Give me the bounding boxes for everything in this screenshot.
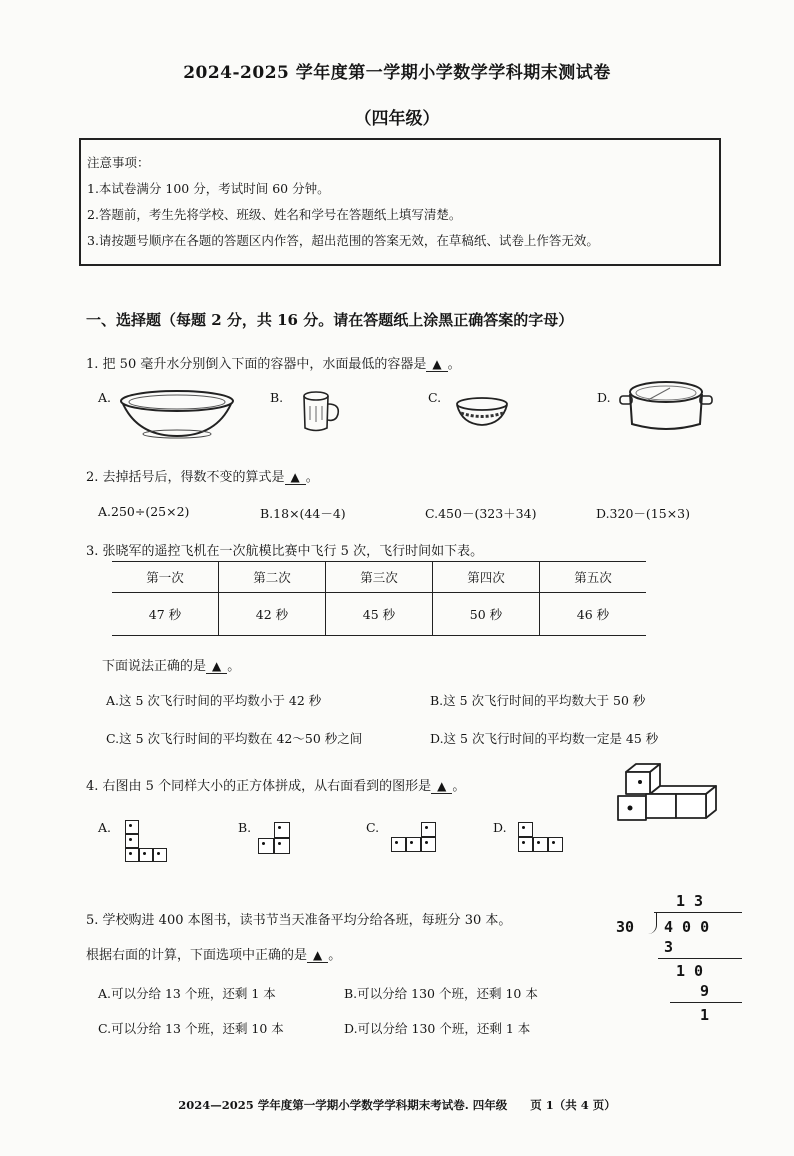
division-remainder: 1 (700, 1006, 710, 1024)
division-divisor: 30 (616, 918, 635, 936)
division-step: 9 (700, 982, 710, 1000)
table-header-cell: 第一次 (112, 562, 219, 593)
option-c: C.可以分给 13 个班，还剩 10 本 (98, 1021, 284, 1036)
option-b: B.18×(44－4) (260, 506, 346, 521)
section-title: 一、选择题（每题 2 分，共 16 分。请在答题纸上涂黑正确答案的字母） (86, 311, 574, 329)
option-a-label: A. (98, 390, 112, 405)
view-option-d-figure (518, 822, 564, 858)
option-b: B.可以分给 130 个班，还剩 10 本 (344, 986, 538, 1001)
answer-blank: ▲ (206, 659, 227, 674)
option-b: B.这 5 次飞行时间的平均数大于 50 秒 (430, 693, 646, 708)
option-b-label: B. (238, 820, 252, 835)
question-1-text: 1. 把 50 毫升水分别倒入下面的容器中，水面最低的容器是 (86, 357, 427, 372)
long-division (614, 892, 744, 1032)
table-cell: 47 秒 (112, 593, 219, 636)
option-a: A.可以分给 13 个班，还剩 1 本 (98, 986, 276, 1001)
table-cell: 42 秒 (219, 593, 326, 636)
flight-time-table (112, 561, 646, 636)
table-cell: 46 秒 (540, 593, 647, 636)
cube-stack-figure (606, 760, 722, 836)
division-quotient: 1 3 (676, 892, 704, 910)
question-5-prompt: 根据右面的计算，下面选项中正确的是 ▲ 。 (86, 948, 342, 963)
option-d-label: D. (493, 820, 507, 835)
option-c-label: C. (428, 390, 442, 405)
table-row (112, 593, 646, 636)
view-option-c-figure (391, 822, 437, 858)
table-header-cell: 第三次 (326, 562, 433, 593)
mug-icon (298, 390, 346, 436)
option-c: C.这 5 次飞行时间的平均数在 42～50 秒之间 (106, 731, 363, 746)
basin-icon (118, 388, 236, 444)
question-2: 2. 去掉括号后，得数不变的算式是 ▲ 。 (86, 470, 319, 485)
notice-heading: 注意事项： (87, 155, 150, 170)
question-5-text: 5. 学校购进 400 本图书，读书节当天准备平均分给各班，每班分 30 本。 (86, 913, 512, 928)
option-c-label: C. (366, 820, 380, 835)
exam-title: 2024-2025 学年度第一学期小学数学学科期末测试卷 (183, 63, 611, 83)
view-option-b-figure (258, 822, 304, 858)
table-cell: 50 秒 (433, 593, 540, 636)
option-c: C.450－(323＋34) (425, 506, 537, 521)
bowl-icon (454, 396, 510, 430)
table-header-cell: 第二次 (219, 562, 326, 593)
grade-label: （四年级） (354, 109, 440, 129)
table-header-cell: 第四次 (433, 562, 540, 593)
answer-blank: ▲ (307, 948, 328, 963)
option-d-label: D. (597, 390, 611, 405)
view-option-a-figure (125, 820, 165, 864)
notice-item: 1.本试卷满分 100 分，考试时间 60 分钟。 (87, 181, 330, 196)
notice-box (79, 138, 721, 266)
question-1: 1. 把 50 毫升水分别倒入下面的容器中，水面最低的容器是 ▲ 。 (86, 357, 461, 372)
option-b-label: B. (270, 390, 284, 405)
page-footer: 2024—2025 学年度第一学期小学数学学科期末考试卷. 四年级 页 1（共 4 页） (178, 1098, 616, 1112)
option-a-label: A. (98, 820, 112, 835)
division-step: 3 (664, 938, 674, 956)
option-d: D.320－(15×3) (596, 506, 690, 521)
option-d: D.这 5 次飞行时间的平均数一定是 45 秒 (430, 731, 659, 746)
question-4-text: 4. 右图由 5 个同样大小的正方体拼成，从右面看到的图形是 (86, 779, 432, 794)
answer-blank: ▲ (426, 357, 447, 372)
option-a: A.这 5 次飞行时间的平均数小于 42 秒 (106, 693, 322, 708)
option-d: D.可以分给 130 个班，还剩 1 本 (344, 1021, 531, 1036)
question-3-text: 3. 张晓军的遥控飞机在一次航模比赛中飞行 5 次，飞行时间如下表。 (86, 544, 484, 559)
division-dividend: 4 0 0 (664, 918, 710, 936)
option-a: A.250÷(25×2) (98, 504, 190, 519)
answer-blank: ▲ (431, 779, 452, 794)
answer-blank: ▲ (285, 470, 306, 485)
question-4: 4. 右图由 5 个同样大小的正方体拼成，从右面看到的图形是 ▲ 。 (86, 779, 466, 794)
pot-icon (618, 378, 714, 436)
question-2-text: 2. 去掉括号后，得数不变的算式是 (86, 470, 285, 485)
division-step: 1 0 (676, 962, 704, 980)
table-header-cell: 第五次 (540, 562, 647, 593)
table-header-row (112, 562, 646, 593)
notice-item: 2.答题前，考生先将学校、班级、姓名和学号在答题纸上填写清楚。 (87, 207, 462, 222)
notice-item: 3.请按题号顺序在各题的答题区内作答，超出范围的答案无效，在草稿纸、试卷上作答无效。 (87, 233, 599, 248)
table-cell: 45 秒 (326, 593, 433, 636)
question-3-prompt: 下面说法正确的是 ▲ 。 (102, 659, 241, 674)
